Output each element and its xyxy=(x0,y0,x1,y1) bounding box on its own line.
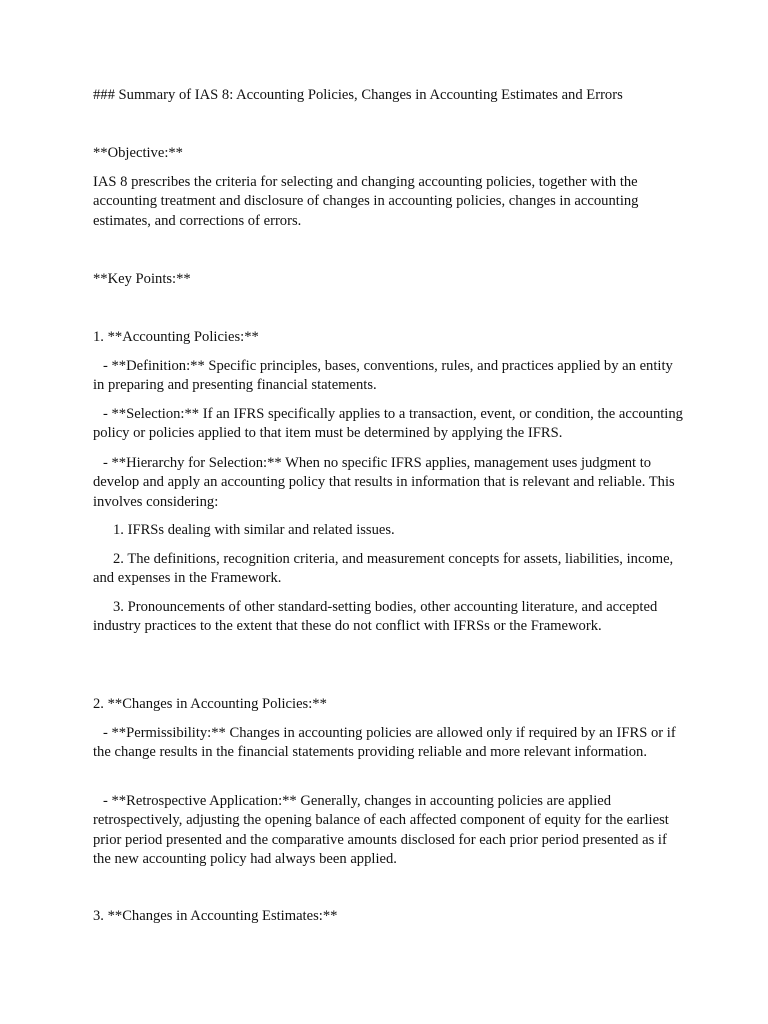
objective-heading: **Objective:** xyxy=(93,145,183,161)
section3-heading: 3. **Changes in Accounting Estimates:** xyxy=(93,908,338,924)
section2-heading: 2. **Changes in Accounting Policies:** xyxy=(93,696,327,712)
section1-hierarchy: - **Hierarchy for Selection:** When no specific IFRS applies, management uses judgment to develop and apply an accounting policy that results in information that is relevant and reliable. This involves considering: xyxy=(93,455,675,510)
section1-heading: 1. **Accounting Policies:** xyxy=(93,329,259,345)
section1-sub-item-3: 3. Pronouncements of other standard-setting bodies, other accounting literature, and accepted industry practices to the extent that these do not conflict with IFRSs or the Framework. xyxy=(93,599,658,635)
section1-sub-item-1: 1. IFRSs dealing with similar and related issues. xyxy=(113,522,395,538)
section2-permissibility: - **Permissibility:** Changes in accounting policies are allowed only if required by an IFRS or if the change results in the financial statements providing reliable and more relevant information. xyxy=(93,725,676,761)
key-points-heading: **Key Points:** xyxy=(93,271,191,287)
section1-selection: - **Selection:** If an IFRS specifically applies to a transaction, event, or condition, the accounting policy or policies applied to that item must be determined by applying the IFRS. xyxy=(93,406,683,442)
objective-text: IAS 8 prescribes the criteria for selecting and changing accounting policies, together with the accounting treatment and disclosure of changes in accounting policies, changes in accounting estimates, and corrections of errors. xyxy=(93,174,639,229)
section2-retrospective: - **Retrospective Application:** Generally, changes in accounting policies are applied retrospectively, adjusting the opening balance of each affected component of equity for the earliest prior period presented and the comparative amounts disclosed for each prior period presented as if the new accounting policy had always been applied. xyxy=(93,793,669,868)
section1-sub-item-2: 2. The definitions, recognition criteria, and measurement concepts for assets, liabilities, income, and expenses in the Framework. xyxy=(93,551,674,587)
document-title: ### Summary of IAS 8: Accounting Policies, Changes in Accounting Estimates and Errors xyxy=(93,87,623,103)
section1-definition: - **Definition:** Specific principles, bases, conventions, rules, and practices applied by an entity in preparing and presenting financial statements. xyxy=(93,358,673,394)
